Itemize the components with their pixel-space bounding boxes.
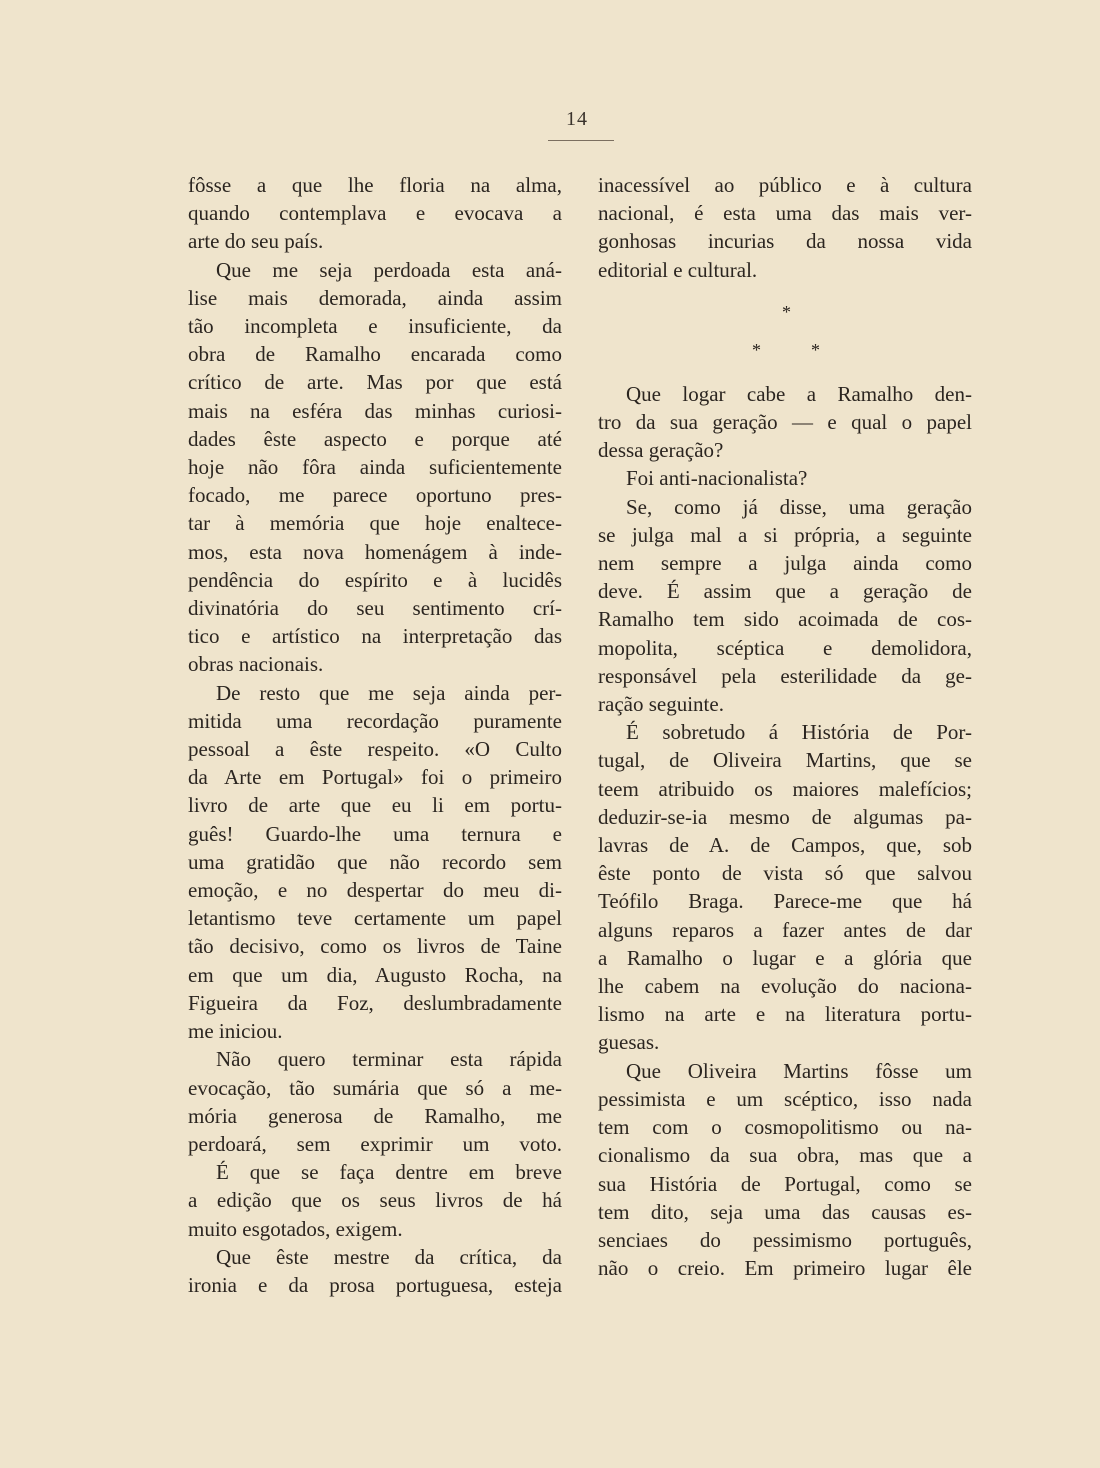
text-line: Se, como já disse, uma geração xyxy=(626,494,972,519)
text-line: lismo na arte e na literatura portu- xyxy=(598,1002,972,1027)
text-line: tão decisivo, como os livros de Taine xyxy=(188,934,562,959)
right-column-bottom xyxy=(598,380,972,1283)
text-line: divinatória do seu sentimento crí- xyxy=(188,596,562,621)
text-line: dessa geração? xyxy=(598,438,724,463)
asterism-star: * xyxy=(752,339,761,360)
text-line: tugal, de Oliveira Martins, que se xyxy=(598,748,972,773)
text-line: tar à memória que hoje enaltece- xyxy=(188,511,562,536)
text-line: Que me seja perdoada esta aná- xyxy=(216,257,562,282)
text-line: pendência do espírito e à lucidês xyxy=(188,567,562,592)
text-line: Ramalho tem sido acoimada de cos- xyxy=(598,607,972,632)
text-line: letantismo teve certamente um papel xyxy=(188,906,562,931)
text-line: fôsse a que lhe floria na alma, xyxy=(188,173,562,197)
text-line: mais na esféra das minhas curiosi- xyxy=(188,398,562,423)
text-line: dades êste aspecto e porque até xyxy=(188,426,562,451)
text-line: êste ponto de vista só que salvou xyxy=(598,861,972,886)
text-line: nacional, é esta uma das mais ver- xyxy=(598,201,972,226)
text-line: tem com o cosmopolitismo ou na- xyxy=(598,1115,972,1140)
page-number-rule xyxy=(548,140,614,141)
text-line: Que êste mestre da crítica, da xyxy=(216,1244,562,1269)
text-line: sua História de Portugal, como se xyxy=(598,1171,972,1196)
text-line: emoção, e no despertar do meu di- xyxy=(188,878,562,903)
text-line: mos, esta nova homenágem à inde- xyxy=(188,539,562,564)
text-line: Teófilo Braga. Parece-me que há xyxy=(598,889,972,914)
text-line: Figueira da Foz, deslumbradamente xyxy=(188,990,562,1015)
text-line: obras nacionais. xyxy=(188,652,324,677)
text-line: responsável pela esterilidade da ge- xyxy=(598,663,972,688)
text-line: deve. É assim que a geração de xyxy=(598,579,972,604)
text-line: cionalismo da sua obra, mas que a xyxy=(598,1143,972,1168)
text-line: lise mais demorada, ainda assim xyxy=(188,285,562,310)
text-line: tro da sua geração — e qual o papel xyxy=(598,410,972,435)
text-line: editorial e cultural. xyxy=(598,257,758,282)
text-line: Que Oliveira Martins fôsse um xyxy=(626,1058,972,1083)
text-line: tem dito, seja uma das causas es- xyxy=(598,1199,972,1224)
text-line: gonhosas incurias da nossa vida xyxy=(598,229,972,254)
text-line: teem atribuido os maiores malefícios; xyxy=(598,776,972,801)
text-line: Que logar cabe a Ramalho den- xyxy=(626,381,972,406)
text-line: ironia e da prosa portuguesa, esteja xyxy=(188,1272,562,1297)
text-line: nem sempre a julga ainda como xyxy=(598,551,972,576)
text-line: crítico de arte. Mas por que está xyxy=(188,370,562,395)
text-line: da Arte em Portugal» foi o primeiro xyxy=(188,765,562,790)
text-line: pessimista e um scéptico, isso nada xyxy=(598,1086,972,1111)
text-line: deduzir-se-ia mesmo de algumas pa- xyxy=(598,804,972,829)
text-line: mória generosa de Ramalho, me xyxy=(188,1103,562,1128)
text-line: obra de Ramalho encarada como xyxy=(188,342,562,367)
text-line: De resto que me seja ainda per- xyxy=(216,680,562,705)
text-line: guês! Guardo-lhe uma ternura e xyxy=(188,821,562,846)
text-line: em que um dia, Augusto Rocha, na xyxy=(188,962,562,987)
text-line: mopolita, scéptica e demolidora, xyxy=(598,635,972,660)
text-line: É sobretudo á História de Por- xyxy=(626,720,972,745)
text-line: ração seguinte. xyxy=(598,692,724,717)
text-line: tico e artístico na interpretação das xyxy=(188,624,562,649)
text-line: lavras de A. de Campos, que, sob xyxy=(598,833,972,858)
text-line: uma gratidão que não recordo sem xyxy=(188,849,562,874)
text-line: senciaes do pessimismo português, xyxy=(598,1227,972,1252)
text-line: inacessível ao público e à cultura xyxy=(598,173,972,197)
text-line: arte do seu país. xyxy=(188,229,324,254)
text-line: muito esgotados, exigem. xyxy=(188,1216,403,1241)
text-line: mitida uma recordação puramente xyxy=(188,708,562,733)
text-line: Foi anti-nacionalista? xyxy=(626,466,808,491)
text-line: Não quero terminar esta rápida xyxy=(216,1047,562,1072)
text-line: tão incompleta e insuficiente, da xyxy=(188,314,562,339)
asterism xyxy=(598,284,972,380)
text-line: livro de arte que eu li em portu- xyxy=(188,793,562,818)
asterism-star: * xyxy=(811,339,820,360)
text-line: pessoal a êste respeito. «O Culto xyxy=(188,737,562,762)
text-line: focado, me parece oportuno pres- xyxy=(188,483,562,508)
text-line: quando contemplava e evocava a xyxy=(188,201,562,226)
text-line: a Ramalho o lugar e a glória que xyxy=(598,945,972,970)
page-number: 14 xyxy=(566,108,588,130)
text-line: lhe cabem na evolução do naciona- xyxy=(598,974,972,999)
text-line: me iniciou. xyxy=(188,1019,283,1044)
right-column-top xyxy=(598,171,972,284)
text-line: evocação, tão sumária que só a me- xyxy=(188,1075,562,1100)
text-line: guesas. xyxy=(598,1030,660,1055)
text-line: alguns reparos a fazer antes de dar xyxy=(598,917,972,942)
right-column xyxy=(598,171,972,1282)
text-line: hoje não fôra ainda suficientemente xyxy=(188,455,562,480)
text-line: se julga mal a si própria, a seguinte xyxy=(598,522,972,547)
text-line: É que se faça dentre em breve xyxy=(216,1160,562,1185)
text-line: a edição que os seus livros de há xyxy=(188,1188,562,1213)
asterism-star: * xyxy=(782,301,791,322)
text-line: perdoará, sem exprimir um voto. xyxy=(188,1131,562,1156)
text-line: não o creio. Em primeiro lugar êle xyxy=(598,1256,972,1281)
left-column xyxy=(188,171,562,1299)
